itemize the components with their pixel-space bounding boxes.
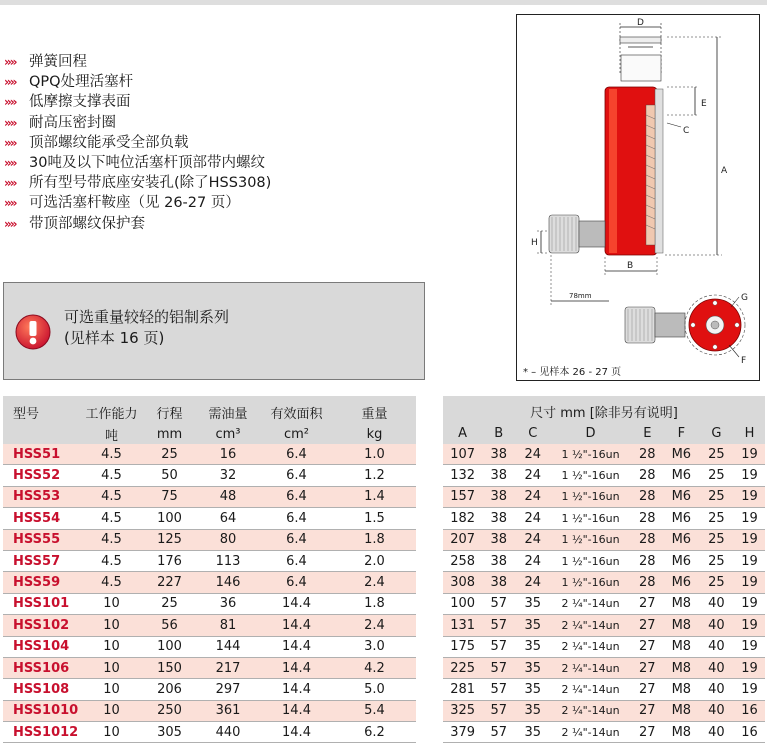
table-cell: 4.5 xyxy=(80,486,143,507)
table-cell: 4.5 xyxy=(80,465,143,486)
table-cell: 57 xyxy=(482,700,515,721)
table-cell: 4.5 xyxy=(80,550,143,571)
feature-list xyxy=(4,52,271,234)
table-cell: M6 xyxy=(664,465,699,486)
table-row xyxy=(3,679,416,700)
table-cell: 1 ½"-16un xyxy=(550,465,631,486)
model-cell: HSS1012 xyxy=(3,722,80,743)
table-cell: 50 xyxy=(143,465,196,486)
label-h: H xyxy=(531,238,538,248)
table-cell: 27 xyxy=(631,593,664,614)
table-cell: 19 xyxy=(734,550,765,571)
table-cell: 57 xyxy=(482,657,515,678)
table-cell: 14.4 xyxy=(260,657,333,678)
column-unit: mm xyxy=(143,424,196,444)
feature-text: 耐高压密封圈 xyxy=(29,114,116,131)
label-78mm: 78mm xyxy=(569,292,592,300)
table-cell: 297 xyxy=(196,679,260,700)
table-cell: 35 xyxy=(515,615,550,636)
label-a: A xyxy=(721,166,728,176)
table-cell: 10 xyxy=(80,700,143,721)
feature-item xyxy=(4,214,271,234)
feature-item xyxy=(4,153,271,173)
table-cell: 25 xyxy=(699,486,734,507)
dimension-table-title: 尺寸 mm [除非另有说明] xyxy=(443,396,765,422)
column-header: 型号 xyxy=(3,396,80,424)
table-cell: 38 xyxy=(482,550,515,571)
table-cell: 19 xyxy=(734,593,765,614)
table-cell: 258 xyxy=(443,550,482,571)
table-cell: 38 xyxy=(482,529,515,550)
table-cell: 35 xyxy=(515,679,550,700)
table-row xyxy=(3,722,416,743)
table-cell: 1 ½"-16un xyxy=(550,444,631,465)
cylinder-diagram xyxy=(516,14,760,381)
table-cell: 38 xyxy=(482,572,515,593)
table-cell: 28 xyxy=(631,486,664,507)
table-cell: 36 xyxy=(196,593,260,614)
table-cell: 28 xyxy=(631,465,664,486)
feature-item xyxy=(4,72,271,92)
label-e: E xyxy=(701,99,707,109)
column-header: 需油量 xyxy=(196,396,260,424)
table-row xyxy=(3,636,416,657)
table-cell: 48 xyxy=(196,486,260,507)
table-cell: 2 ¼"-14un xyxy=(550,636,631,657)
table-cell: 100 xyxy=(443,593,482,614)
bullet-arrow-icon: »» xyxy=(4,196,16,211)
model-cell: HSS104 xyxy=(3,636,80,657)
table-cell: 4.5 xyxy=(80,444,143,465)
table-cell: 125 xyxy=(143,529,196,550)
table-cell: 19 xyxy=(734,465,765,486)
label-g: G xyxy=(741,293,748,303)
table-cell: 16 xyxy=(734,722,765,743)
model-cell: HSS102 xyxy=(3,615,80,636)
note-callout xyxy=(3,282,425,380)
table-cell: M8 xyxy=(664,615,699,636)
table-cell: 57 xyxy=(482,593,515,614)
feature-text: 顶部螺纹能承受全部负载 xyxy=(29,134,189,151)
table-cell: 1 ½"-16un xyxy=(550,529,631,550)
table-cell: 57 xyxy=(482,636,515,657)
table-cell: 1 ½"-16un xyxy=(550,508,631,529)
table-cell: 35 xyxy=(515,593,550,614)
table-cell: 19 xyxy=(734,572,765,593)
table-cell: 305 xyxy=(143,722,196,743)
bullet-arrow-icon: »» xyxy=(4,55,16,69)
column-header: B xyxy=(482,422,515,444)
table-cell: 38 xyxy=(482,444,515,465)
table-row xyxy=(3,615,416,636)
table-cell: 2.4 xyxy=(333,572,416,593)
table-cell: 27 xyxy=(631,700,664,721)
table-cell: 6.4 xyxy=(260,508,333,529)
column-header: 重量 xyxy=(333,396,416,424)
table-cell: 38 xyxy=(482,465,515,486)
model-cell: HSS106 xyxy=(3,657,80,678)
table-cell: 2.0 xyxy=(333,550,416,571)
table-cell: 1 ½"-16un xyxy=(550,572,631,593)
table-cell: 132 xyxy=(443,465,482,486)
table-cell: 2 ¼"-14un xyxy=(550,615,631,636)
table-cell: 25 xyxy=(143,444,196,465)
table-cell: 25 xyxy=(699,465,734,486)
table-cell: 19 xyxy=(734,657,765,678)
table-cell: 1.0 xyxy=(333,444,416,465)
table-cell: 25 xyxy=(699,444,734,465)
feature-item xyxy=(4,193,271,213)
table-cell: 144 xyxy=(196,636,260,657)
table-row xyxy=(443,550,765,571)
feature-text: 所有型号带底座安装孔(除了HSS308) xyxy=(29,175,272,192)
table-cell: 19 xyxy=(734,615,765,636)
table-cell: M8 xyxy=(664,657,699,678)
table-cell: 2 ¼"-14un xyxy=(550,593,631,614)
table-cell: M6 xyxy=(664,508,699,529)
table-cell: 14.4 xyxy=(260,593,333,614)
feature-text: 可选活塞杆鞍座（见 26-27 页） xyxy=(29,195,240,212)
model-spec-table xyxy=(3,396,416,743)
column-header: 行程 xyxy=(143,396,196,424)
feature-item xyxy=(4,133,271,153)
table-cell: 10 xyxy=(80,679,143,700)
table-cell: 27 xyxy=(631,679,664,700)
table-row xyxy=(3,486,416,507)
table-cell: 57 xyxy=(482,615,515,636)
table-cell: 35 xyxy=(515,722,550,743)
table-cell: 207 xyxy=(443,529,482,550)
table-cell: 250 xyxy=(143,700,196,721)
model-cell: HSS55 xyxy=(3,529,80,550)
table-cell: 361 xyxy=(196,700,260,721)
warning-icon xyxy=(14,313,52,351)
dimension-table xyxy=(443,396,765,743)
feature-item xyxy=(4,173,271,193)
table-cell: M6 xyxy=(664,444,699,465)
table-cell: 28 xyxy=(631,550,664,571)
label-f: F xyxy=(741,356,747,366)
table-row xyxy=(3,657,416,678)
table-row xyxy=(3,593,416,614)
table-row xyxy=(443,615,765,636)
table-cell: 217 xyxy=(196,657,260,678)
table-cell: 379 xyxy=(443,722,482,743)
diagram-footnote: * – 见样本 26 - 27 页 xyxy=(523,367,622,378)
table-cell: 24 xyxy=(515,465,550,486)
table-cell: 81 xyxy=(196,615,260,636)
table-cell: 5.4 xyxy=(333,700,416,721)
table-cell: 131 xyxy=(443,615,482,636)
table-row xyxy=(443,657,765,678)
bullet-arrow-icon: »» xyxy=(4,176,16,191)
top-bar xyxy=(0,0,767,5)
table-cell: 75 xyxy=(143,486,196,507)
model-cell: HSS54 xyxy=(3,508,80,529)
table-cell: 6.2 xyxy=(333,722,416,743)
note-line-2: (见样本 16 页) xyxy=(64,329,165,347)
table-cell: 25 xyxy=(699,550,734,571)
table-cell: 225 xyxy=(443,657,482,678)
table-cell: 6.4 xyxy=(260,572,333,593)
table-cell: 308 xyxy=(443,572,482,593)
table-row xyxy=(3,550,416,571)
column-header: H xyxy=(734,422,765,444)
table-cell: 27 xyxy=(631,615,664,636)
table-cell: 4.5 xyxy=(80,529,143,550)
table-row xyxy=(3,444,416,465)
table-row xyxy=(443,508,765,529)
column-header: E xyxy=(631,422,664,444)
model-cell: HSS59 xyxy=(3,572,80,593)
table-row xyxy=(443,700,765,721)
bullet-arrow-icon: »» xyxy=(4,95,16,110)
table-cell: 1.8 xyxy=(333,593,416,614)
table-cell: 40 xyxy=(699,679,734,700)
table-cell: M6 xyxy=(664,572,699,593)
table-row xyxy=(443,465,765,486)
feature-item xyxy=(4,92,271,112)
table-cell: M8 xyxy=(664,636,699,657)
table-cell: 19 xyxy=(734,444,765,465)
table-cell: 4.5 xyxy=(80,508,143,529)
table-cell: 35 xyxy=(515,657,550,678)
table-cell: 14.4 xyxy=(260,636,333,657)
table-cell: 14.4 xyxy=(260,722,333,743)
table-cell: 6.4 xyxy=(260,465,333,486)
table-cell: 28 xyxy=(631,444,664,465)
table-cell: 27 xyxy=(631,657,664,678)
table-cell: 157 xyxy=(443,486,482,507)
table-cell: 19 xyxy=(734,679,765,700)
table-row xyxy=(443,593,765,614)
table-cell: 281 xyxy=(443,679,482,700)
table-cell: 10 xyxy=(80,657,143,678)
table-cell: 16 xyxy=(196,444,260,465)
table-cell: 57 xyxy=(482,679,515,700)
column-unit: 吨 xyxy=(80,424,143,444)
table-cell: 176 xyxy=(143,550,196,571)
label-d: D xyxy=(637,18,644,28)
table-cell: 32 xyxy=(196,465,260,486)
table-cell: 24 xyxy=(515,550,550,571)
table-cell: 40 xyxy=(699,700,734,721)
model-cell: HSS52 xyxy=(3,465,80,486)
table-cell: 24 xyxy=(515,486,550,507)
table-cell: 107 xyxy=(443,444,482,465)
table-cell: 1.5 xyxy=(333,508,416,529)
model-cell: HSS1010 xyxy=(3,700,80,721)
table-cell: 38 xyxy=(482,508,515,529)
column-header: F xyxy=(664,422,699,444)
table-cell: 10 xyxy=(80,722,143,743)
table-cell: 25 xyxy=(699,529,734,550)
bullet-arrow-icon: »» xyxy=(4,216,16,231)
column-header: A xyxy=(443,422,482,444)
table-cell: 14.4 xyxy=(260,679,333,700)
table-cell: 150 xyxy=(143,657,196,678)
table-cell: 40 xyxy=(699,615,734,636)
bullet-arrow-icon: »» xyxy=(4,115,16,130)
table-cell: 10 xyxy=(80,593,143,614)
table-cell: 6.4 xyxy=(260,444,333,465)
model-cell: HSS101 xyxy=(3,593,80,614)
table-cell: M8 xyxy=(664,679,699,700)
table-cell: 100 xyxy=(143,636,196,657)
table-cell: 19 xyxy=(734,486,765,507)
table-cell: M6 xyxy=(664,486,699,507)
table-cell: 28 xyxy=(631,508,664,529)
column-unit xyxy=(3,424,80,444)
table-cell: 14.4 xyxy=(260,700,333,721)
table-cell: 6.4 xyxy=(260,550,333,571)
column-header: 有效面积 xyxy=(260,396,333,424)
column-header: C xyxy=(515,422,550,444)
table-cell: 57 xyxy=(482,722,515,743)
bullet-arrow-icon: »» xyxy=(4,155,16,170)
table-cell: 2.4 xyxy=(333,615,416,636)
table-cell: 113 xyxy=(196,550,260,571)
table-cell: 10 xyxy=(80,615,143,636)
feature-text: QPQ处理活塞杆 xyxy=(29,74,134,91)
table-cell: 5.0 xyxy=(333,679,416,700)
table-cell: 28 xyxy=(631,529,664,550)
table-cell: 182 xyxy=(443,508,482,529)
table-row xyxy=(3,529,416,550)
table-cell: 325 xyxy=(443,700,482,721)
table-cell: 19 xyxy=(734,636,765,657)
model-cell: HSS53 xyxy=(3,486,80,507)
table-row xyxy=(443,636,765,657)
column-unit: cm² xyxy=(260,424,333,444)
model-cell: HSS108 xyxy=(3,679,80,700)
table-cell: 24 xyxy=(515,572,550,593)
table-cell: 100 xyxy=(143,508,196,529)
table-cell: 2 ¼"-14un xyxy=(550,679,631,700)
column-unit: kg xyxy=(333,424,416,444)
table-cell: 1.2 xyxy=(333,465,416,486)
table-cell: M6 xyxy=(664,529,699,550)
table-cell: 227 xyxy=(143,572,196,593)
model-cell: HSS57 xyxy=(3,550,80,571)
column-header: D xyxy=(550,422,631,444)
table-cell: 4.2 xyxy=(333,657,416,678)
feature-text: 低摩擦支撑表面 xyxy=(29,94,131,111)
model-cell: HSS51 xyxy=(3,444,80,465)
table-cell: 38 xyxy=(482,486,515,507)
table-cell: M6 xyxy=(664,550,699,571)
column-header: 工作能力 xyxy=(80,396,143,424)
table-cell: 1.8 xyxy=(333,529,416,550)
note-line-1: 可选重量较轻的铝制系列 xyxy=(64,308,230,326)
feature-text: 带顶部螺纹保护套 xyxy=(29,215,145,232)
feature-text: 30吨及以下吨位活塞杆顶部带内螺纹 xyxy=(29,154,265,171)
table-row xyxy=(3,508,416,529)
table-row xyxy=(3,700,416,721)
table-cell: M8 xyxy=(664,700,699,721)
table-cell: 35 xyxy=(515,636,550,657)
table-cell: 40 xyxy=(699,657,734,678)
table-cell: M8 xyxy=(664,722,699,743)
table-cell: 25 xyxy=(699,572,734,593)
table-cell: 40 xyxy=(699,636,734,657)
label-c: C xyxy=(683,126,690,136)
table-cell: 27 xyxy=(631,722,664,743)
table-cell: 56 xyxy=(143,615,196,636)
table-cell: 16 xyxy=(734,700,765,721)
table-cell: 80 xyxy=(196,529,260,550)
table-cell: 1 ½"-16un xyxy=(550,550,631,571)
table-row xyxy=(443,679,765,700)
table-cell: 19 xyxy=(734,508,765,529)
table-cell: 2 ¼"-14un xyxy=(550,722,631,743)
table-cell: 6.4 xyxy=(260,486,333,507)
table-cell: 40 xyxy=(699,593,734,614)
table-cell: 2 ¼"-14un xyxy=(550,657,631,678)
feature-item xyxy=(4,52,271,72)
table-row xyxy=(3,465,416,486)
table-cell: 35 xyxy=(515,700,550,721)
column-header: G xyxy=(699,422,734,444)
table-cell: 19 xyxy=(734,529,765,550)
table-cell: 24 xyxy=(515,529,550,550)
column-unit: cm³ xyxy=(196,424,260,444)
table-row xyxy=(443,486,765,507)
table-cell: 1.4 xyxy=(333,486,416,507)
table-cell: 2 ¼"-14un xyxy=(550,700,631,721)
table-cell: 25 xyxy=(699,508,734,529)
table-cell: 24 xyxy=(515,444,550,465)
table-row xyxy=(443,444,765,465)
table-cell: 6.4 xyxy=(260,529,333,550)
table-cell: 14.4 xyxy=(260,615,333,636)
bullet-arrow-icon: »» xyxy=(4,135,16,150)
table-cell: 40 xyxy=(699,722,734,743)
table-cell: 1 ½"-16un xyxy=(550,486,631,507)
table-cell: 64 xyxy=(196,508,260,529)
table-cell: 440 xyxy=(196,722,260,743)
table-cell: 206 xyxy=(143,679,196,700)
table-cell: 10 xyxy=(80,636,143,657)
table-cell: 27 xyxy=(631,636,664,657)
label-b: B xyxy=(627,261,634,271)
table-row xyxy=(3,572,416,593)
table-row xyxy=(443,722,765,743)
feature-text: 弹簧回程 xyxy=(29,54,87,70)
table-cell: 24 xyxy=(515,508,550,529)
table-row xyxy=(443,529,765,550)
table-cell: 25 xyxy=(143,593,196,614)
feature-item xyxy=(4,113,271,133)
table-cell: 3.0 xyxy=(333,636,416,657)
table-cell: 4.5 xyxy=(80,572,143,593)
table-cell: M8 xyxy=(664,593,699,614)
table-cell: 175 xyxy=(443,636,482,657)
table-cell: 28 xyxy=(631,572,664,593)
table-row xyxy=(443,572,765,593)
table-cell: 146 xyxy=(196,572,260,593)
bullet-arrow-icon: »» xyxy=(4,75,16,90)
